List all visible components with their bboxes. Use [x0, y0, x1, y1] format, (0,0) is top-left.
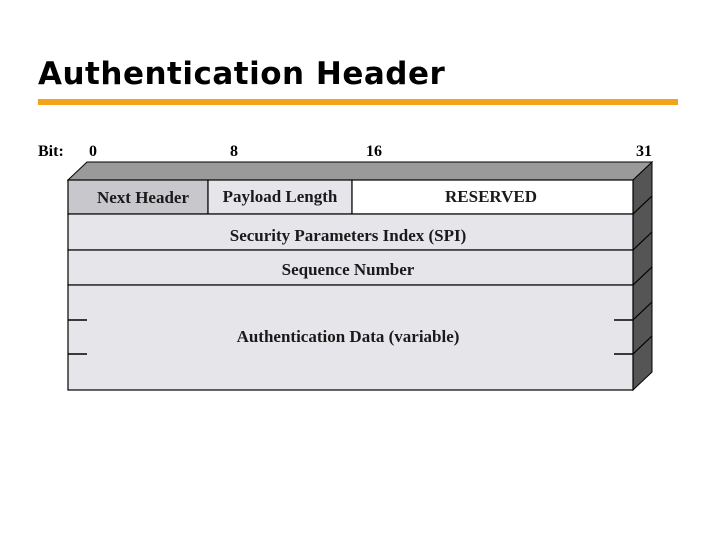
payload-length-label: Payload Length — [222, 187, 338, 206]
next-header-label: Next Header — [96, 188, 190, 207]
slide-title: Authentication Header — [38, 56, 446, 92]
bit-mark-16: 16 — [366, 143, 382, 160]
authentication-data-label: Authentication Data (variable) — [236, 327, 460, 346]
reserved-label: RESERVED — [445, 187, 537, 206]
bit-mark-8: 8 — [230, 143, 238, 160]
bit-mark-31: 31 — [636, 143, 652, 160]
spi-label: Security Parameters Index (SPI) — [229, 226, 467, 245]
bit-mark-0: 0 — [89, 143, 97, 160]
diagram-top-face — [68, 162, 652, 180]
sequence-number-label: Sequence Number — [281, 260, 415, 279]
bit-ruler-label: Bit: — [38, 143, 64, 160]
